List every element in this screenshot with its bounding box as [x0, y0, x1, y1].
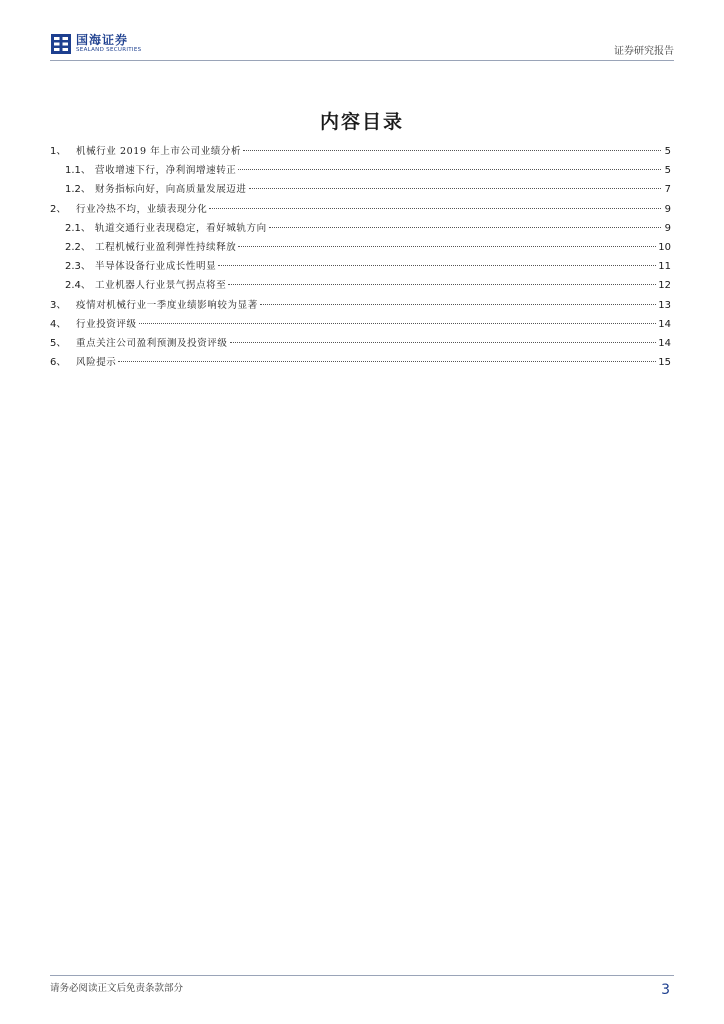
toc-entry[interactable]	[50, 180, 671, 199]
toc-entry[interactable]	[50, 238, 671, 257]
toc-entry-page: 7	[664, 184, 671, 196]
footer-disclaimer: 请务必阅读正文后免责条款部分	[50, 983, 184, 994]
toc-entry-page: 15	[658, 357, 671, 369]
toc-entry-text: 轨道交通行业表现稳定，看好城轨方向	[95, 222, 267, 234]
toc-entry[interactable]	[50, 257, 671, 276]
toc-entry-page: 14	[658, 318, 671, 330]
toc-entry[interactable]	[50, 353, 671, 372]
toc-entry-page: 9	[664, 203, 671, 215]
toc-entry-page: 10	[658, 241, 671, 253]
toc-entry-text: 疫情对机械行业一季度业绩影响较为显著	[76, 299, 258, 311]
toc-dot-leader	[118, 361, 656, 362]
toc-entry-text: 行业投资评级	[76, 318, 137, 330]
toc-entry-number: 2.2、	[65, 241, 91, 253]
toc-entry[interactable]	[50, 142, 671, 161]
toc-dot-leader	[238, 169, 661, 170]
page-number: 3	[661, 982, 670, 998]
toc-entry-page: 12	[658, 280, 671, 292]
toc-entry-text: 工业机器人行业景气拐点将至	[95, 280, 227, 292]
page-footer	[50, 975, 674, 998]
toc-entry-page: 11	[658, 261, 671, 273]
toc-entry-text: 半导体设备行业成长性明显	[95, 261, 217, 273]
toc-dot-leader	[243, 150, 661, 151]
toc-title: 内容目录	[319, 111, 404, 133]
sealand-logo	[50, 32, 141, 56]
toc-entry-text: 重点关注公司盈利预测及投资评级	[76, 337, 228, 349]
toc-entry-number: 2.1、	[65, 222, 91, 234]
toc-entry-number: 1、	[50, 146, 67, 157]
toc-entry[interactable]	[50, 276, 671, 295]
toc-entry-text: 风险提示	[76, 357, 117, 369]
toc-entry[interactable]	[50, 200, 671, 219]
sealand-logo-icon	[50, 33, 72, 55]
logo-name-en: SEALAND SECURITIES	[76, 47, 142, 54]
toc-entry-number: 2.4、	[65, 280, 91, 292]
table-of-contents	[50, 142, 671, 372]
toc-entry-page: 14	[658, 337, 671, 349]
toc-dot-leader	[260, 304, 656, 305]
toc-entry-page: 5	[664, 165, 671, 177]
page-header	[50, 30, 674, 61]
toc-entry-number: 4、	[50, 318, 67, 330]
toc-entry-page: 13	[658, 299, 671, 311]
toc-entry-text: 营收增速下行，净利润增速转正	[95, 165, 237, 177]
toc-entry-number: 2.3、	[65, 261, 91, 273]
toc-entry[interactable]	[50, 219, 671, 238]
toc-entry-number: 1.1、	[65, 165, 91, 177]
toc-dot-leader	[228, 284, 656, 285]
toc-dot-leader	[238, 246, 656, 247]
toc-entry-number: 6、	[50, 357, 67, 369]
toc-entry-page: 9	[664, 222, 671, 234]
toc-dot-leader	[249, 188, 661, 189]
toc-entry-text: 机械行业 2019 年上市公司业绩分析	[76, 146, 242, 157]
toc-dot-leader	[269, 227, 661, 228]
toc-entry-number: 2、	[50, 203, 67, 215]
logo-name-cn: 国海证券	[76, 33, 129, 48]
toc-entry-text: 行业冷热不均，业绩表现分化	[76, 203, 208, 215]
toc-entry-number: 1.2、	[65, 184, 91, 196]
toc-entry[interactable]	[50, 161, 671, 180]
report-type-label: 证券研究报告	[614, 46, 674, 57]
toc-dot-leader	[218, 265, 656, 266]
toc-entry-number: 3、	[50, 299, 67, 311]
toc-entry[interactable]	[50, 334, 671, 353]
toc-dot-leader	[230, 342, 657, 343]
toc-dot-leader	[139, 323, 657, 324]
toc-entry-text: 工程机械行业盈利弹性持续释放	[95, 241, 237, 253]
toc-entry[interactable]	[50, 315, 671, 334]
toc-dot-leader	[209, 208, 661, 209]
toc-entry-text: 财务指标向好，向高质量发展迈进	[95, 184, 247, 196]
toc-entry-page: 5	[664, 146, 671, 157]
toc-entry-number: 5、	[50, 337, 67, 349]
toc-entry[interactable]	[50, 296, 671, 315]
